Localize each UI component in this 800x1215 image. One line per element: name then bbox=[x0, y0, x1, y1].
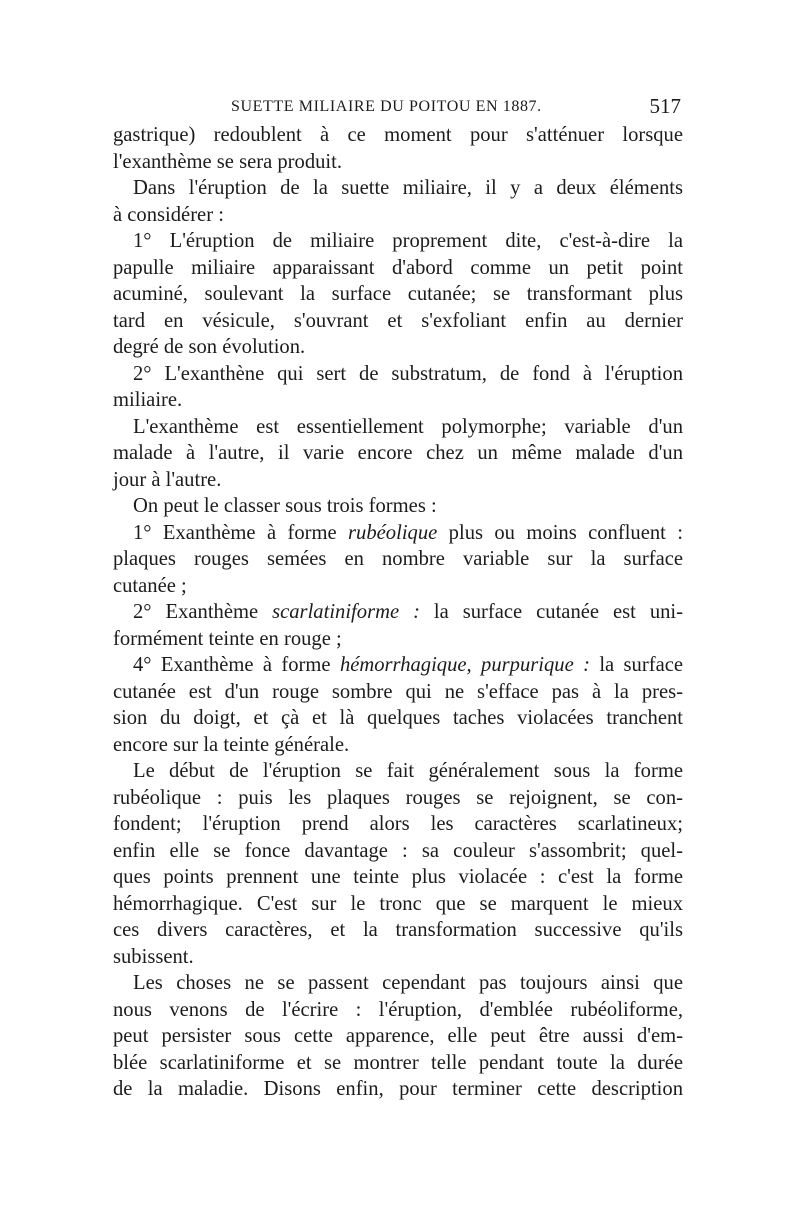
text-line: miliaire. bbox=[113, 389, 183, 411]
page-number: 517 bbox=[649, 94, 681, 118]
text-line: peut persister sous cette apparence, elle peut être aussi d'em- bbox=[113, 1025, 683, 1047]
text-line: nous venons de l'écrire : l'éruption, d'emblée rubéoliforme, bbox=[113, 998, 683, 1021]
text-line bbox=[113, 652, 683, 679]
text-line: hémorrhagique. C'est sur le tronc que se marquent le mieux bbox=[113, 892, 683, 915]
text-line: acuminé, soulevant la surface cutanée; se transformant plus bbox=[113, 283, 683, 305]
text-line: jour à l'autre. bbox=[113, 468, 222, 491]
text-line: ques points prennent une teinte plus violacée : c'est la forme bbox=[113, 866, 683, 888]
text-line: malade à l'autre, il varie encore chez un même malade d'un bbox=[113, 442, 683, 464]
text-line: papulle miliaire apparaissant d'abord comme un petit point bbox=[113, 256, 683, 279]
text-line: formément teinte en rouge ; bbox=[113, 627, 342, 650]
text-line: Le début de l'éruption se fait généralement sous la forme bbox=[133, 760, 683, 782]
italic-term: hémorrhagique, purpurique : bbox=[339, 654, 590, 676]
text-line: encore sur la teinte générale. bbox=[113, 733, 350, 756]
text-line: rubéolique : puis les plaques rouges se rejoignent, se con- bbox=[113, 786, 683, 809]
text-line: ces divers caractères, et la transformation successive qu'ils bbox=[113, 919, 683, 941]
italic-term: rubéolique bbox=[348, 521, 438, 544]
text-line: sion du doigt, et çà et là quelques taches violacées tranchent bbox=[113, 707, 683, 729]
line-part: la surface bbox=[589, 654, 683, 676]
text-line: gastrique) redoublent à ce moment pour s'atténuer lorsque bbox=[113, 124, 683, 146]
line-part: plus ou moins confluent : bbox=[437, 521, 683, 544]
text-line bbox=[113, 599, 683, 626]
text-line: plaques rouges semées en nombre variable sur la surface bbox=[113, 548, 683, 570]
text-line: L'exanthème est essentiellement polymorphe; variable d'un bbox=[133, 415, 683, 438]
line-part: la surface cutanée est uni- bbox=[419, 601, 684, 623]
text-line: blée scarlatiniforme et se montrer telle pendant toute la durée bbox=[113, 1051, 683, 1074]
italic-term: scarlatiniforme : bbox=[272, 601, 420, 623]
text-line bbox=[113, 520, 683, 547]
line-part: 1° Exanthème à forme bbox=[133, 521, 349, 544]
book-page bbox=[113, 92, 683, 1103]
line-part: 4° Exanthème à forme bbox=[133, 654, 340, 676]
line-part: 2° Exanthème bbox=[133, 601, 273, 623]
text-line: degré de son évolution. bbox=[113, 336, 306, 358]
text-line: 1° L'éruption de miliaire proprement dite, c'est-à-dire la bbox=[133, 230, 683, 252]
text-line: cutanée ; bbox=[113, 574, 187, 597]
running-title: SUETTE MILIAIRE DU POITOU EN 1887. bbox=[231, 98, 542, 115]
text-line: cutanée est d'un rouge sombre qui ne s'efface pas à la pres- bbox=[113, 680, 683, 703]
text-line: 2° L'exanthène qui sert de substratum, de fond à l'éruption bbox=[133, 362, 683, 385]
text-line: de la maladie. Disons enfin, pour terminer cette description bbox=[113, 1078, 683, 1100]
text-line: tard en vésicule, s'ouvrant et s'exfoliant enfin au dernier bbox=[113, 309, 683, 332]
running-head bbox=[113, 92, 683, 122]
text-line: à considérer : bbox=[113, 203, 224, 226]
body-text bbox=[113, 122, 683, 1103]
text-line: On peut le classer sous trois formes : bbox=[133, 495, 437, 517]
text-line: enfin elle se fonce davantage : sa couleur s'assombrit; quel- bbox=[113, 839, 683, 862]
text-line: fondent; l'éruption prend alors les caractères scarlatineux; bbox=[113, 813, 683, 835]
text-line: Les choses ne se passent cependant pas toujours ainsi que bbox=[133, 972, 683, 994]
text-line: l'exanthème se sera produit. bbox=[113, 150, 343, 173]
text-line: Dans l'éruption de la suette miliaire, il y a deux éléments bbox=[133, 177, 683, 199]
text-line: subissent. bbox=[113, 945, 194, 968]
